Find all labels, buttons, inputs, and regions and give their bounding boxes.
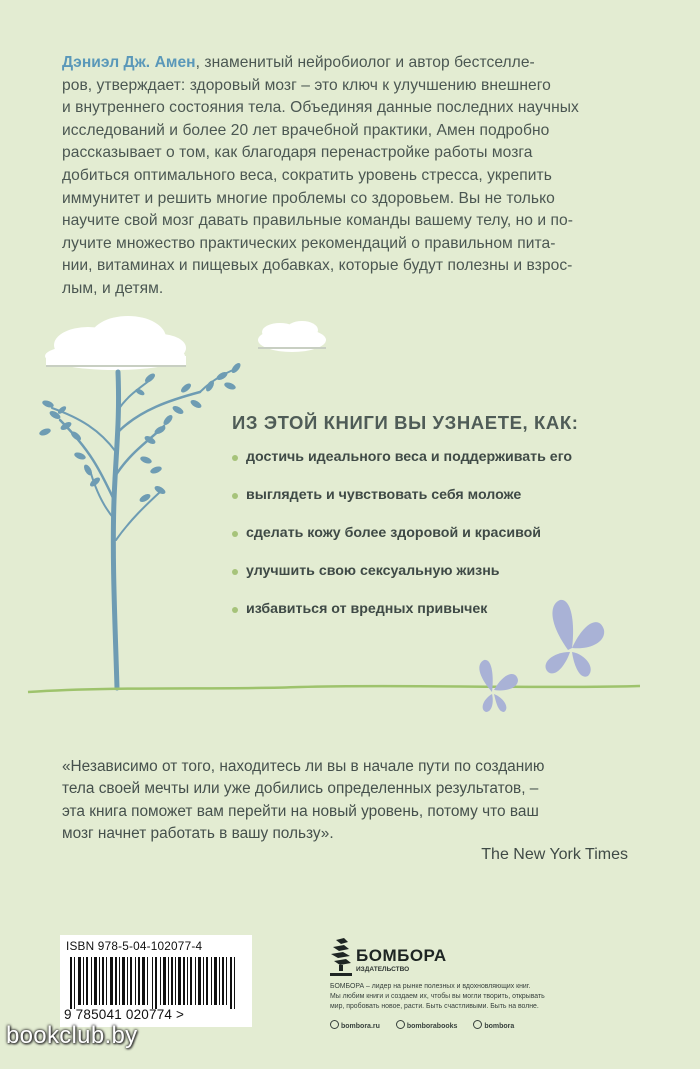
publisher-links bbox=[330, 1020, 630, 1030]
instagram-icon bbox=[396, 1020, 405, 1029]
intro-line: исследований и более 20 лет врачебной практики, Амен подробно bbox=[62, 121, 550, 139]
intro-line: научите свой мозг давать правильные команды вашему телу, но и по- bbox=[62, 212, 574, 230]
cloud-left bbox=[45, 316, 186, 370]
quote-line: эта книга поможет вам перейти на новый уровень, потому что ваш bbox=[62, 802, 539, 820]
intro-line: добиться оптимального веса, сократить уровень стресса, укрепить bbox=[62, 166, 552, 184]
bombora-logo-icon bbox=[330, 938, 354, 976]
quote-line: мозг начнет работать в вашу пользу». bbox=[62, 825, 334, 843]
intro-line: рассказывает о том, как благодаря перенастройке работы мозга bbox=[62, 144, 533, 162]
publisher-line: БОМБОРА – лидер на рынке полезных и вдохновляющих книг. bbox=[330, 983, 531, 990]
bullet-dot-icon bbox=[232, 455, 238, 461]
publisher-description bbox=[330, 982, 630, 1012]
cloud-right bbox=[258, 321, 326, 352]
intro-line: лучите множество практических рекомендаций о правильном пита- bbox=[62, 234, 556, 252]
learn-heading: ИЗ ЭТОЙ КНИГИ ВЫ УЗНАЕТЕ, КАК: bbox=[232, 412, 579, 433]
list-item-text: сделать кожу более здоровой и красивой bbox=[246, 525, 541, 541]
instagram-link[interactable]: bomborabooks bbox=[396, 1023, 458, 1030]
list-item-text: избавиться от вредных привычек bbox=[246, 601, 488, 617]
intro-line: лым, и детям. bbox=[62, 279, 164, 297]
learn-list bbox=[232, 448, 622, 638]
barcode-icon bbox=[70, 957, 242, 1009]
publisher-line: мир, пробовать новое, расти. Быть счастливыми. Быть на волне. bbox=[330, 1003, 539, 1010]
list-item-text: достичь идеального веса и поддерживать его bbox=[246, 449, 573, 465]
bullet-dot-icon bbox=[232, 531, 238, 537]
quote-source: The New York Times bbox=[481, 846, 628, 863]
publisher-name: БОМБОРА bbox=[356, 946, 447, 965]
barcode-digits: 9 785041 020774 > bbox=[64, 1007, 185, 1022]
barcode-label bbox=[60, 935, 252, 1027]
quote-line: «Независимо от того, находитесь ли вы в начале пути по созданию bbox=[62, 758, 545, 775]
intro-line: иммунитет и решить многие проблемы со здоровьем. Вы не только bbox=[62, 189, 555, 207]
intro-line: и внутреннего состояния тела. Объединяя данные последних научных bbox=[62, 99, 579, 117]
intro-line: , знаменитый нейробиолог и автор бестселле- bbox=[195, 54, 535, 71]
quote-line: тела своей мечты или уже добились определенных результатов, – bbox=[62, 780, 539, 798]
social-link[interactable]: bombora bbox=[473, 1023, 514, 1030]
isbn-text: ISBN 978-5-04-102077-4 bbox=[66, 939, 203, 953]
globe-icon bbox=[330, 1020, 339, 1029]
list-item-text: улучшить свою сексуальную жизнь bbox=[246, 563, 500, 579]
list-item bbox=[232, 486, 622, 505]
bullet-dot-icon bbox=[232, 607, 238, 613]
publisher-subtitle: ИЗДАТЕЛЬСТВО bbox=[356, 966, 410, 973]
review-quote bbox=[62, 756, 640, 846]
list-item bbox=[232, 448, 622, 467]
grass-line bbox=[28, 686, 640, 692]
vk-icon bbox=[473, 1020, 482, 1029]
bullet-dot-icon bbox=[232, 493, 238, 499]
list-item bbox=[232, 524, 622, 543]
author-name: Дэниэл Дж. Амен bbox=[62, 54, 196, 71]
list-item bbox=[232, 562, 622, 581]
tree-leaves bbox=[38, 361, 242, 503]
list-item bbox=[232, 600, 622, 619]
list-item-text: выглядеть и чувствовать себя моложе bbox=[246, 487, 522, 503]
publisher-line: Мы любим книги и создаем их, чтобы вы могли творить, открывать bbox=[330, 993, 545, 1000]
website-link[interactable]: bombora.ru bbox=[330, 1023, 380, 1030]
tree bbox=[52, 368, 238, 688]
intro-line: ров, утверждает: здоровый мозг – это ключ к улучшению внешнего bbox=[62, 76, 551, 94]
bullet-dot-icon bbox=[232, 569, 238, 575]
intro-line: нии, витаминах и пищевых добавках, которые будут полезны и взрос- bbox=[62, 257, 573, 275]
watermark: bookclub.by bbox=[6, 1022, 138, 1049]
